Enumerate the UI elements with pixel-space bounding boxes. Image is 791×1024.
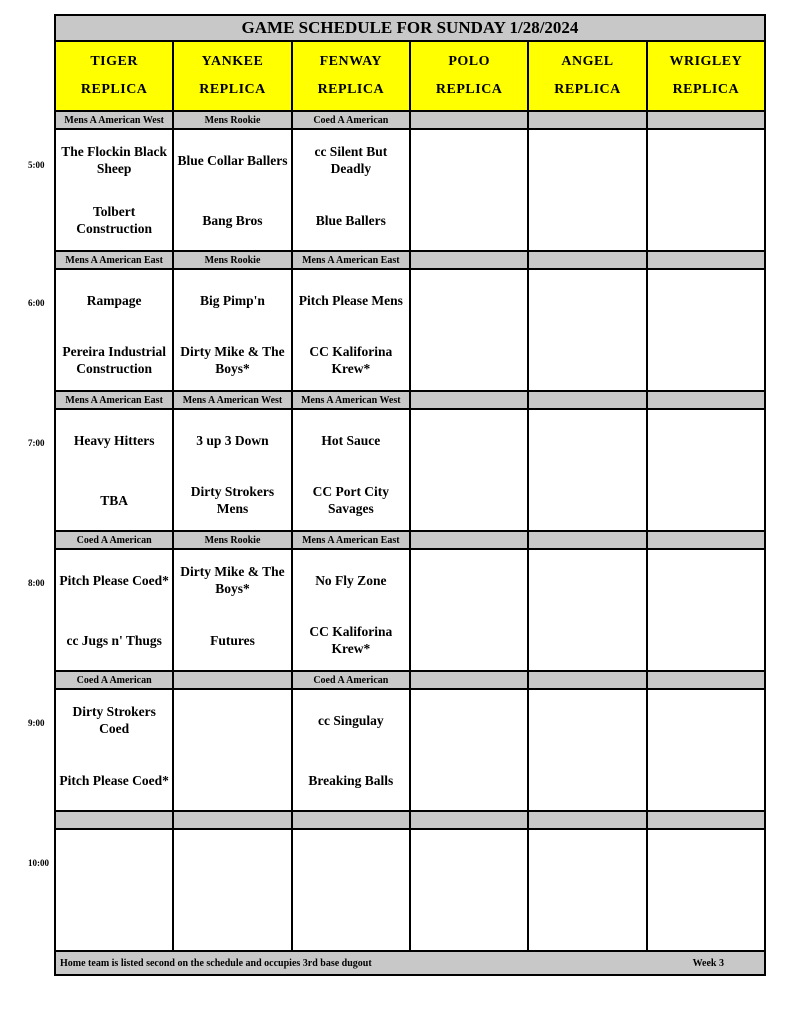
game-cell xyxy=(56,550,174,672)
game-cell xyxy=(648,270,766,392)
away-team xyxy=(648,690,764,750)
away-team xyxy=(56,830,172,890)
home-team: Futures xyxy=(210,632,255,648)
time-label: 8:00 xyxy=(28,578,45,588)
division-label xyxy=(529,672,647,690)
game-cell xyxy=(174,550,292,672)
field-sub: REPLICA xyxy=(672,82,740,97)
away-team xyxy=(174,690,290,750)
away-team xyxy=(648,130,764,190)
game-cell xyxy=(529,270,647,392)
schedule-sheet xyxy=(54,14,766,976)
home-team xyxy=(56,890,172,950)
game-cell xyxy=(648,130,766,252)
home-team xyxy=(529,750,645,810)
division-label: Coed A American xyxy=(293,112,411,130)
division-label: Coed A American xyxy=(56,672,174,690)
home-team: TBA xyxy=(100,492,129,508)
game-cell xyxy=(648,830,766,952)
game-cell xyxy=(293,270,411,392)
away-team: 3 up 3 Down xyxy=(196,432,269,448)
away-team xyxy=(648,830,764,890)
home-team: Pitch Please Coed* xyxy=(59,772,169,788)
home-team: cc Jugs n' Thugs xyxy=(66,632,162,648)
away-team: cc Silent But Deadly xyxy=(314,144,388,176)
division-label: Mens A American East xyxy=(293,532,411,550)
home-team xyxy=(648,750,764,810)
home-team xyxy=(529,610,645,670)
home-team xyxy=(411,890,527,950)
home-team xyxy=(174,750,290,810)
home-team xyxy=(648,330,764,390)
home-team xyxy=(411,470,527,530)
division-label: Mens A American East xyxy=(56,392,174,410)
division-label xyxy=(293,812,411,830)
home-team xyxy=(411,330,527,390)
field-header xyxy=(411,42,529,112)
game-cell xyxy=(411,270,529,392)
away-team: Blue Collar Ballers xyxy=(177,152,288,168)
game-cell xyxy=(411,130,529,252)
game-cell xyxy=(56,410,174,532)
field-sub: REPLICA xyxy=(554,82,621,97)
field-name: YANKEE xyxy=(201,54,264,69)
away-team xyxy=(411,410,527,470)
away-team xyxy=(529,130,645,190)
home-team xyxy=(648,610,764,670)
away-team: No Fly Zone xyxy=(315,572,387,588)
field-sub: REPLICA xyxy=(435,82,503,97)
game-cell xyxy=(56,270,174,392)
game-cell xyxy=(174,410,292,532)
game-cell xyxy=(293,410,411,532)
away-team xyxy=(529,410,645,470)
game-cell xyxy=(174,690,292,812)
field-name: POLO xyxy=(448,54,490,69)
home-team xyxy=(529,330,645,390)
away-team: Pitch Please Coed* xyxy=(59,572,169,588)
division-label xyxy=(529,112,647,130)
home-team xyxy=(293,890,409,950)
division-label xyxy=(529,812,647,830)
field-header xyxy=(529,42,647,112)
division-label xyxy=(529,252,647,270)
away-team: The Flockin Black Sheep xyxy=(61,144,168,176)
home-team xyxy=(648,890,764,950)
schedule-grid xyxy=(54,42,766,952)
home-team xyxy=(529,190,645,250)
division-label xyxy=(411,812,529,830)
division-label xyxy=(411,532,529,550)
game-cell xyxy=(293,550,411,672)
game-cell xyxy=(411,830,529,952)
home-team: Breaking Balls xyxy=(308,772,394,788)
time-label: 7:00 xyxy=(28,438,45,448)
division-label xyxy=(56,812,174,830)
home-team xyxy=(174,890,290,950)
field-name: TIGER xyxy=(90,54,138,69)
home-team xyxy=(529,890,645,950)
home-team xyxy=(648,190,764,250)
away-team xyxy=(529,830,645,890)
game-cell xyxy=(648,550,766,672)
field-name: WRIGLEY xyxy=(669,54,743,69)
home-team: Bang Bros xyxy=(202,212,263,228)
division-label xyxy=(648,812,766,830)
away-team: Pitch Please Mens xyxy=(298,292,403,308)
game-cell xyxy=(56,830,174,952)
field-sub: REPLICA xyxy=(80,82,148,97)
home-team: CC Kaliforina Krew* xyxy=(309,344,393,376)
game-cell xyxy=(529,550,647,672)
away-team xyxy=(529,690,645,750)
away-team xyxy=(411,130,527,190)
division-label: Mens A American West xyxy=(293,392,411,410)
division-label: Coed A American xyxy=(293,672,411,690)
footer-bar xyxy=(54,952,766,976)
field-sub: REPLICA xyxy=(199,82,266,97)
away-team xyxy=(648,410,764,470)
game-cell xyxy=(411,690,529,812)
home-team: Blue Ballers xyxy=(315,212,386,228)
division-label xyxy=(411,392,529,410)
division-label xyxy=(411,252,529,270)
field-header xyxy=(56,42,174,112)
time-label: 5:00 xyxy=(28,160,45,170)
game-cell xyxy=(648,690,766,812)
division-label xyxy=(648,532,766,550)
division-label: Mens A American East xyxy=(293,252,411,270)
home-team xyxy=(529,470,645,530)
game-cell xyxy=(174,270,292,392)
game-cell xyxy=(529,130,647,252)
division-label: Mens A American West xyxy=(174,392,292,410)
game-cell xyxy=(411,410,529,532)
away-team xyxy=(411,270,527,330)
away-team: Dirty Strokers Coed xyxy=(72,704,156,736)
division-label xyxy=(648,392,766,410)
division-label xyxy=(174,672,292,690)
away-team: Big Pimp'n xyxy=(200,292,265,308)
division-label xyxy=(411,672,529,690)
time-label: 9:00 xyxy=(28,718,45,728)
away-team: cc Singulay xyxy=(318,712,384,728)
away-team xyxy=(648,270,764,330)
field-header xyxy=(648,42,766,112)
game-cell xyxy=(293,690,411,812)
page-title: GAME SCHEDULE FOR SUNDAY 1/28/2024 xyxy=(54,14,766,42)
field-sub: REPLICA xyxy=(317,82,385,97)
division-label xyxy=(529,392,647,410)
game-cell xyxy=(648,410,766,532)
division-label: Mens A American East xyxy=(56,252,174,270)
home-team: CC Port City Savages xyxy=(312,484,390,516)
game-cell xyxy=(293,830,411,952)
away-team xyxy=(411,830,527,890)
division-label xyxy=(529,532,647,550)
away-team: Heavy Hitters xyxy=(73,432,155,448)
footer-note: Home team is listed second on the schedule and occupies 3rd base dugout xyxy=(60,957,372,969)
game-cell xyxy=(529,410,647,532)
away-team xyxy=(293,830,409,890)
game-cell xyxy=(56,690,174,812)
division-label xyxy=(648,252,766,270)
home-team xyxy=(648,470,764,530)
away-team xyxy=(529,270,645,330)
away-team: Rampage xyxy=(86,292,142,308)
field-header xyxy=(174,42,292,112)
time-label: 10:00 xyxy=(28,858,49,868)
game-cell xyxy=(411,550,529,672)
home-team: Pereira Industrial Construction xyxy=(62,344,166,376)
home-team xyxy=(411,750,527,810)
game-cell xyxy=(174,830,292,952)
field-header xyxy=(293,42,411,112)
division-label: Mens Rookie xyxy=(174,252,292,270)
division-label xyxy=(174,812,292,830)
away-team xyxy=(648,550,764,610)
division-label: Mens A American West xyxy=(56,112,174,130)
division-label xyxy=(411,112,529,130)
division-label: Coed A American xyxy=(56,532,174,550)
away-team xyxy=(174,830,290,890)
home-team xyxy=(411,610,527,670)
week-label: Week 3 xyxy=(692,957,724,969)
division-label: Mens Rookie xyxy=(174,112,292,130)
division-label: Mens Rookie xyxy=(174,532,292,550)
game-cell xyxy=(529,690,647,812)
home-team: Dirty Strokers Mens xyxy=(190,484,275,516)
home-team: Dirty Mike & The Boys* xyxy=(180,344,285,376)
field-name: ANGEL xyxy=(561,54,614,69)
away-team xyxy=(411,550,527,610)
time-label: 6:00 xyxy=(28,298,45,308)
field-name: FENWAY xyxy=(319,54,383,69)
away-team xyxy=(411,690,527,750)
away-team: Hot Sauce xyxy=(321,432,381,448)
home-team: CC Kaliforina Krew* xyxy=(309,624,393,656)
game-cell xyxy=(56,130,174,252)
division-label xyxy=(648,672,766,690)
division-label xyxy=(648,112,766,130)
home-team: Tolbert Construction xyxy=(76,204,153,236)
game-cell xyxy=(293,130,411,252)
home-team xyxy=(411,190,527,250)
away-team: Dirty Mike & The Boys* xyxy=(180,564,285,596)
game-cell xyxy=(529,830,647,952)
game-cell xyxy=(174,130,292,252)
away-team xyxy=(529,550,645,610)
